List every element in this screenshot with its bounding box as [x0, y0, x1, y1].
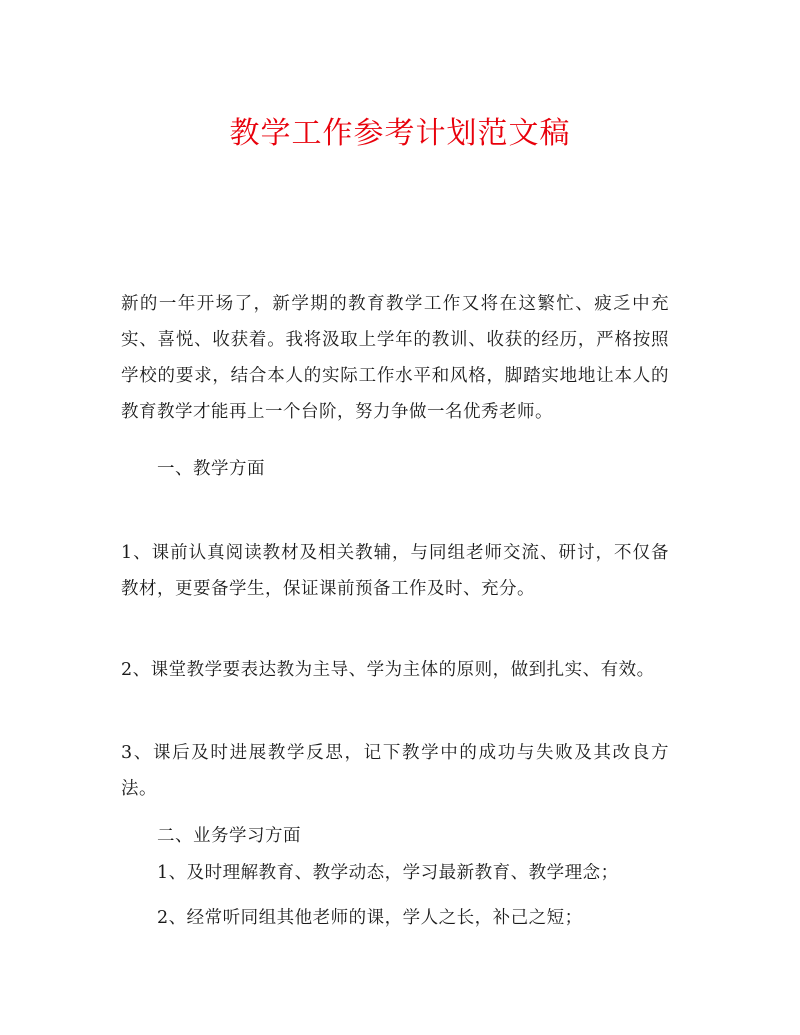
study-item-1: 1、及时理解教育、教学动态，学习最新教育、教学理念； — [157, 863, 619, 883]
teaching-item-2: 2、课堂教学要表达教为主导、学为主体的原则，做到扎实、有效。 — [121, 660, 655, 680]
study-item-2: 2、经常听同组其他老师的课，学人之长，补己之短； — [157, 908, 583, 928]
section-heading-study: 二、业务学习方面 — [157, 826, 301, 846]
teaching-item-3: 3、课后及时进展教学反思，记下教学中的成功与失败及其改良方法。 — [121, 743, 669, 799]
section-heading-teaching: 一、教学方面 — [157, 459, 265, 479]
teaching-item-1: 1、课前认真阅读教材及相关教辅，与同组老师交流、研讨，不仅备教材，更要备学生，保证课前预备工作及时、充分。 — [121, 543, 669, 599]
document-title: 教学工作参考计划范文稿 — [229, 116, 571, 151]
intro-paragraph: 新的一年开场了，新学期的教育教学工作又将在这繁忙、疲乏中充实、喜悦、收获着。我将汲取上学年的教训、收获的经历，严格按照学校的要求，结合本人的实际工作水平和风格，脚踏实地地让本人的教育教学才能再上一个台阶，努力争做一名优秀老师。 — [121, 294, 669, 422]
